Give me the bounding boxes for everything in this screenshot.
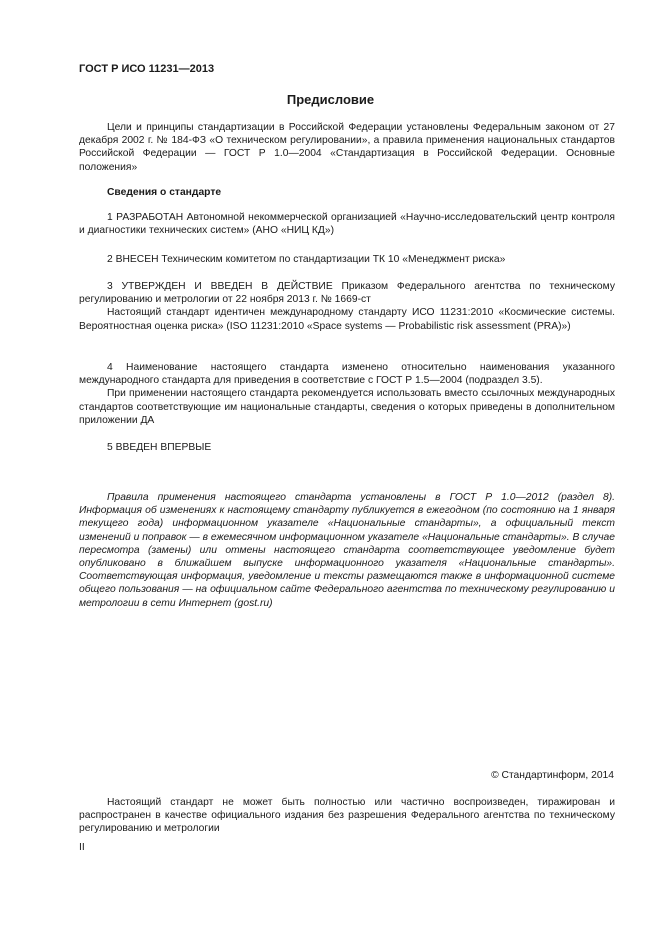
info-heading-section [79, 186, 615, 199]
item-5-text: 5 ВВЕДЕН ВПЕРВЫЕ [107, 442, 212, 453]
item-5 [79, 441, 615, 454]
page-number: II [79, 842, 85, 853]
page-title: Предисловие [286, 92, 375, 107]
document-header: ГОСТ Р ИСО 11231—2013 [79, 63, 215, 75]
info-heading: Сведения о стандарте [107, 187, 222, 198]
item-4 [79, 361, 615, 427]
item-3-note: Настоящий стандарт идентичен международному стандарту ИСО 11231:2010 «Космические системы. Вероятностная оценка риска» (ISO 11231:2010 «Space systems — Probabilistic risk assessment (PRA)») [79, 307, 615, 332]
item-1 [79, 211, 615, 237]
intro-paragraph: Цели и принципы стандартизации в Российской Федерации установлены Федеральным законом от 27 декабря 2002 г. № 184-ФЗ «О техническом регулировании», а правила применения национальных стандартов Российской Федерации — ГОСТ Р 1.0—2004 «Стандартизация в Российской Федерации. Основные положения» [79, 122, 615, 173]
footer-text: Настоящий стандарт не может быть полностью или частично воспроизведен, тиражирован и распространен в качестве официального издания без разрешения Федерального агентства по техническому регулированию и метрологии [79, 797, 615, 835]
item-2-text: 2 ВНЕСЕН Техническим комитетом по стандартизации ТК 10 «Менеджмент риска» [107, 254, 506, 265]
notice-text: Правила применения настоящего стандарта установлены в ГОСТ Р 1.0—2012 (раздел 8). Информация об изменениях к настоящему стандарту публикуется в ежегодном (по состоянию на 1 января текущего года) информационном указателе «Национальные стандарты», а официальный текст изменений и поправок — в ежемесячном информационном указателе «Национальные стандарты». В случае пересмотра (замены) или отмены настоящего стандарта соответствующее уведомление будет опубликовано в ближайшем выпуске информационного указателя «Национальные стандарты». Соответствующая информация, уведомление и тексты размещаются также в информационной системе общего пользования — на официальном сайте Федерального агентства по техническому регулированию и метрологии в сети Интернет (gost.ru) [79, 492, 615, 609]
item-4-text: 4 Наименование настоящего стандарта изменено относительно наименования указанного международного стандарта для приведения в соответствие с ГОСТ Р 1.5—2004 (подраздел 3.5). [79, 362, 615, 387]
intro-section [79, 121, 615, 174]
item-3-text: 3 УТВЕРЖДЕН И ВВЕДЕН В ДЕЙСТВИЕ Приказом Федерального агентства по техническому регулированию и метрологии от 22 ноября 2013 г. № 1669-ст [79, 281, 615, 306]
item-4-note: При применении настоящего стандарта рекомендуется использовать вместо ссылочных международных стандартов соответствующие им национальные стандарты, сведения о которых приведены в дополнительном приложении ДА [79, 388, 615, 426]
application-rules-notice [79, 491, 615, 610]
item-3 [79, 280, 615, 333]
item-1-text: 1 РАЗРАБОТАН Автономной некоммерческой организацией «Научно-исследовательский центр контроля и диагностики технических систем» (АНО «НИЦ КД») [79, 212, 615, 237]
copyright: © Стандартинформ, 2014 [491, 770, 614, 781]
item-2 [79, 253, 615, 266]
reproduction-notice [79, 796, 615, 836]
